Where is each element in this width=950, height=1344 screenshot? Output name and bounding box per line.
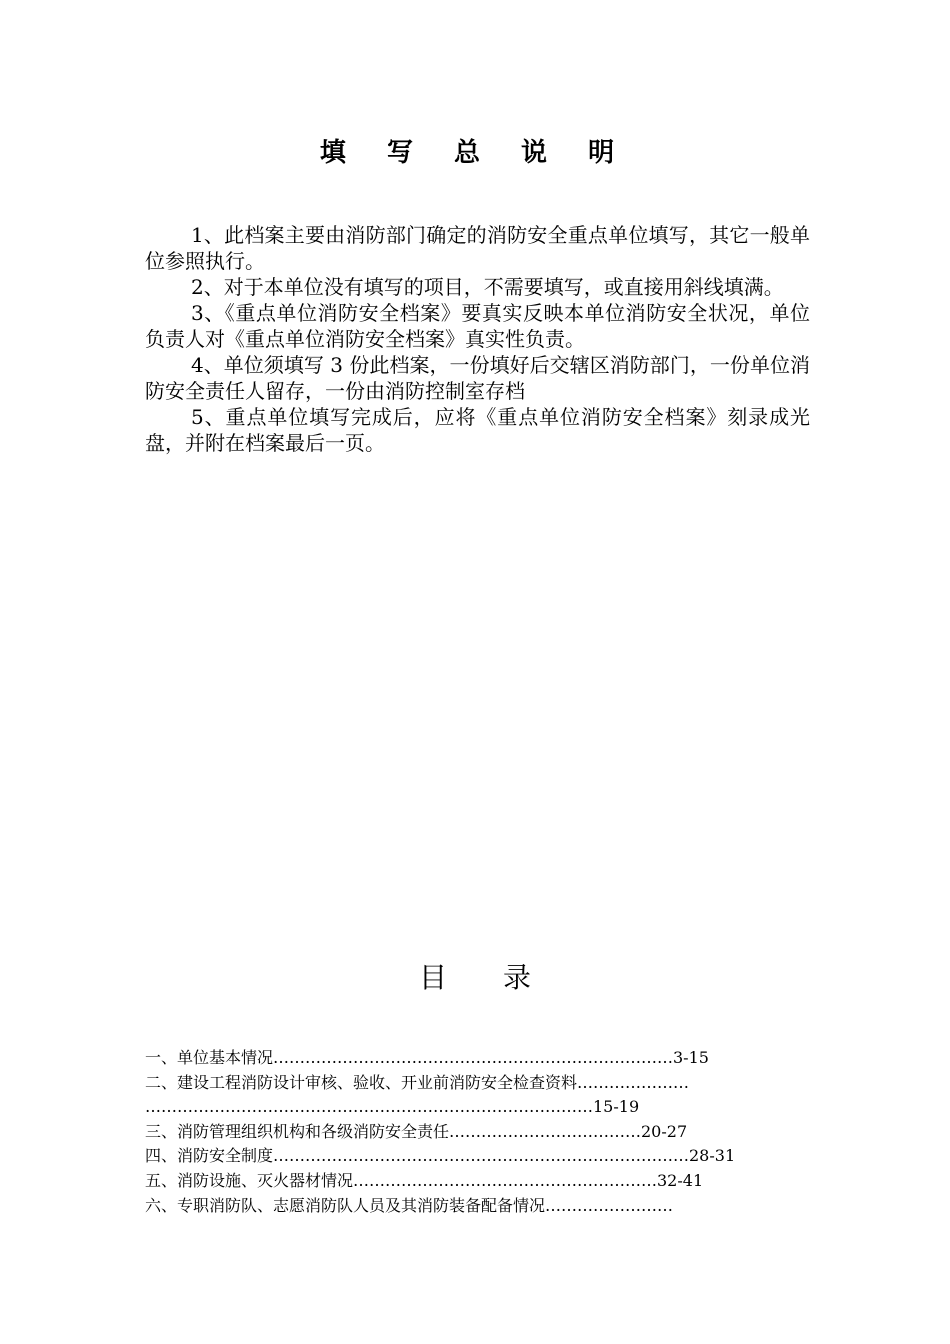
- toc-line[interactable]: …………………………………………………………………………15-19: [145, 1097, 640, 1117]
- instruction-item: 2、对于本单位没有填写的项目，不需要填写，或直接用斜线填满。: [191, 275, 784, 299]
- instruction-item: 5、重点单位填写完成后，应将《重点单位消防安全档案》刻录成光盘，并附在档案最后一页。: [145, 405, 810, 455]
- table-of-contents: [145, 1046, 810, 1218]
- instruction-item: 1、此档案主要由消防部门确定的消防安全重点单位填写，其它一般单位参照执行。: [145, 223, 810, 273]
- instructions-body: [145, 222, 810, 456]
- toc-title: [0, 956, 950, 996]
- toc-line[interactable]: 五、消防设施、灭火器材情况…………………………………………………32-41: [145, 1170, 704, 1190]
- toc-line[interactable]: 三、消防管理组织机构和各级消防安全责任………………………………20-27: [145, 1121, 688, 1141]
- toc-line[interactable]: 六、专职消防队、志愿消防队人员及其消防装备配备情况……………………: [145, 1195, 674, 1215]
- toc-line[interactable]: 四、消防安全制度……………………………………………………………………28-31: [145, 1146, 736, 1166]
- toc-line[interactable]: 二、建设工程消防设计审核、验收、开业前消防安全检查资料…………………: [145, 1072, 690, 1092]
- toc-title-right: 录: [503, 961, 532, 994]
- toc-line[interactable]: 一、单位基本情况…………………………………………………………………3-15: [145, 1048, 709, 1067]
- instructions-title: 填 写 总 说 明: [319, 138, 631, 168]
- instruction-item: 3、《重点单位消防安全档案》要真实反映本单位消防安全状况，单位负责人对《重点单位消防安全档案》真实性负责。: [145, 301, 810, 351]
- instruction-item: 4、单位须填写 3 份此档案，一份填好后交辖区消防部门，一份单位消防安全责任人留存，一份由消防控制室存档: [145, 353, 810, 403]
- toc-title-left: 目: [418, 961, 447, 994]
